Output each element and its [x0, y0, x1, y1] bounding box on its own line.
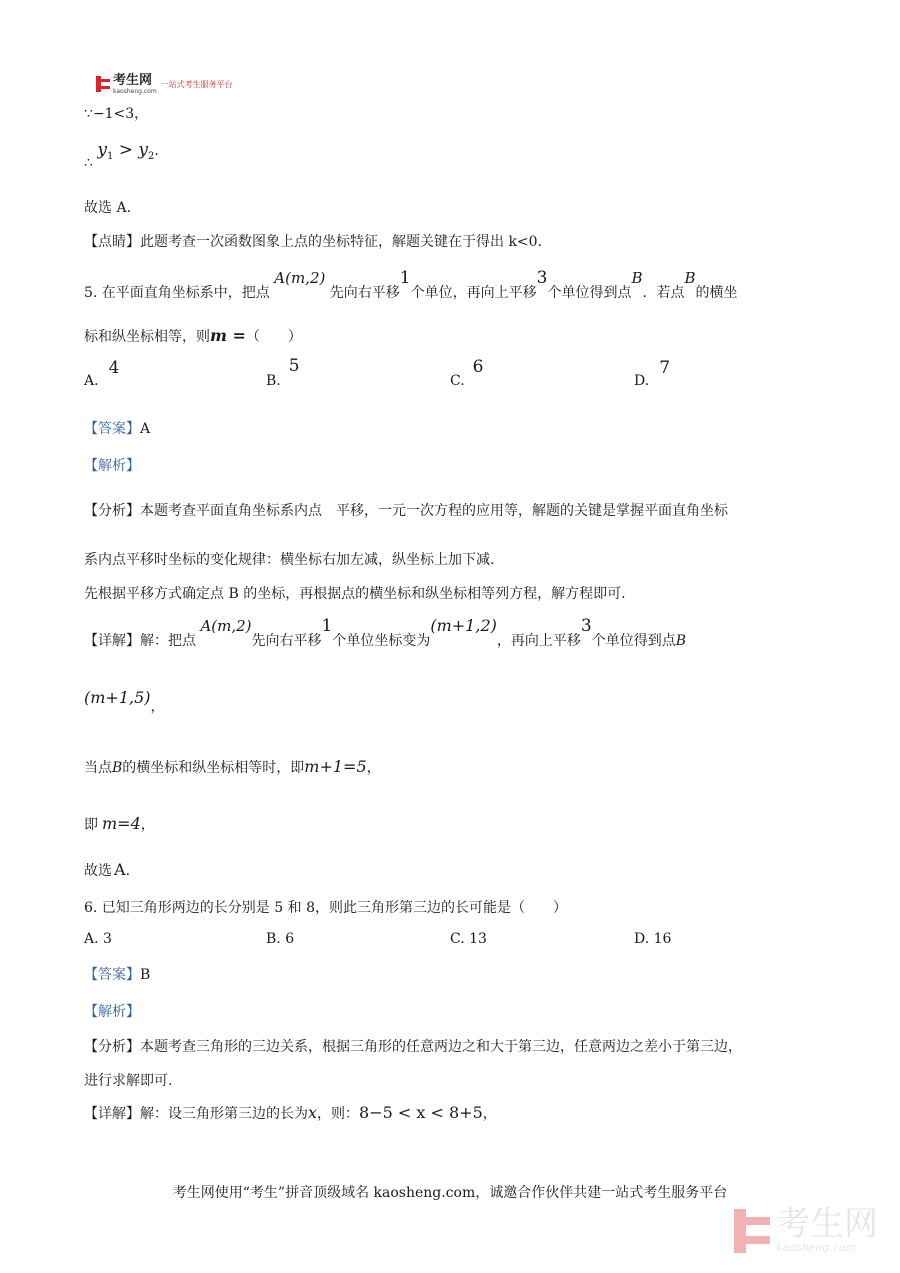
prev-choice: 故选 A.: [84, 200, 132, 216]
option-value: 16: [653, 931, 672, 947]
y1-var: y: [97, 140, 107, 160]
when-eq: m+1=5: [304, 757, 367, 776]
watermark-name: 考生网: [776, 1204, 878, 1244]
footer-text: 考生网使用“考生”拼音顶级域名 kaosheng.com，诚邀合作伙伴共建一站式考生服务平台: [172, 1185, 728, 1201]
xj-text-b: ，则：: [317, 1106, 360, 1122]
xj-text-b: 先向右平移: [251, 633, 322, 649]
therefore-end: .: [154, 143, 159, 159]
q5-point-a: A(m,2): [274, 269, 326, 287]
q5-option-a: [84, 358, 120, 389]
y1-sub: 1: [106, 150, 114, 162]
q6-answer: [84, 964, 150, 984]
xj-end: ，: [482, 1106, 497, 1122]
q5-option-c: [450, 357, 484, 389]
option-label: C.: [450, 931, 465, 947]
q5-point-b-2: B: [684, 269, 696, 287]
answer-value: B: [140, 967, 151, 983]
answer-tag: 【答案】: [84, 967, 140, 983]
logo-text: [113, 72, 157, 95]
option-value: 13: [469, 931, 487, 947]
xj-text-a: 解：把点: [140, 633, 196, 649]
therefore-line: [84, 140, 159, 171]
xj-point-a: A(m,2): [200, 617, 252, 635]
gx-value: A: [114, 860, 126, 879]
q5-num-3: 3: [536, 268, 548, 288]
q5-choice-line: [84, 860, 130, 880]
y2-sub: 2: [148, 150, 155, 162]
q6-option-c: [450, 931, 487, 947]
ji-text: 即: [84, 817, 98, 833]
when-text-b: 的横坐标和纵坐标相等时，即: [122, 760, 305, 776]
option-value: 7: [659, 358, 671, 378]
gt-sign: >: [113, 140, 139, 160]
fenxi-text: 本题考查三角形的三边关系，根据三角形的任意两边之和大于第三边，任意两边之差小于第三边，: [140, 1039, 742, 1055]
gx-end: .: [125, 863, 131, 879]
watermark-logo-icon: [734, 1209, 770, 1253]
y2-var: y: [138, 140, 149, 160]
q5-point-b: B: [631, 269, 643, 287]
q5-text-d: 个单位得到点: [547, 285, 632, 301]
q6-option-d: [634, 931, 671, 947]
option-value: 6: [472, 357, 484, 377]
q5-ji-line: [84, 814, 155, 834]
since-line: ∵−1<3，: [84, 106, 149, 122]
xj-text-a: 解：设三角形第三边的长为: [140, 1106, 308, 1122]
answer-value: A: [140, 421, 151, 437]
xj-coord-2: (m+1,5): [84, 688, 151, 707]
xj-num-1: 1: [321, 616, 333, 636]
watermark-domain: kaosheng.com: [776, 1241, 857, 1254]
q5-stem-line1: [84, 268, 738, 301]
q5-xiangjie-line1: [84, 616, 686, 649]
watermark-text: [776, 1204, 878, 1254]
q6-option-b: [266, 931, 294, 947]
ji-end: ，: [140, 817, 155, 833]
q5-text-a: 5. 在平面直角坐标系中，把点: [84, 285, 270, 301]
logo-slogan: 一站式考生服务平台: [160, 80, 233, 89]
therefore-symbol: ∴: [84, 155, 93, 171]
q5-fenxi-line2: 系内点平移时坐标的变化规律：横坐标右加左减，纵坐标上加下减.: [84, 552, 495, 568]
xj-text-d: ，再向上平移: [496, 633, 581, 649]
q5-answer: [84, 418, 150, 438]
watermark: [734, 1204, 878, 1254]
xiangjie-tag: 【详解】: [84, 1106, 140, 1122]
xj-coord: (m+1,2): [430, 616, 497, 635]
q5-option-d: [634, 358, 671, 389]
when-point-b: B: [112, 760, 123, 776]
option-label: D.: [634, 373, 650, 389]
q5-text-b: 先向右平移: [329, 285, 400, 301]
logo-domain: kaosheng.com: [113, 88, 157, 95]
note-text: 此题考查一次函数图象上点的坐标特征，解题关键在于得出 k<0.: [140, 234, 543, 250]
q5-paren: （ ）: [245, 329, 302, 345]
xj-var-x: x: [308, 1103, 318, 1122]
when-end: ，: [366, 760, 381, 776]
when-text-a: 当点: [84, 760, 112, 776]
option-label: A.: [84, 931, 99, 947]
q5-m-eq: m =: [210, 326, 246, 345]
xiangjie-tag: 【详解】: [84, 633, 140, 649]
fenxi-text: 本题考查平面直角坐标系内点 平移，一元一次方程的应用等，解题的关键是掌握平面直角坐标: [140, 503, 728, 519]
prev-note: [84, 231, 542, 251]
gx-text: 故选: [84, 863, 112, 879]
xj-text-e: 个单位得到点: [591, 633, 676, 649]
q6-fenxi-line2: 进行求解即可.: [84, 1073, 173, 1089]
option-value: 5: [288, 356, 300, 376]
q5-text-e: ．若点: [642, 285, 685, 301]
header-logo: [96, 72, 233, 95]
answer-tag: 【答案】: [84, 421, 140, 437]
option-value: 3: [103, 931, 112, 947]
xj-point-b: B: [675, 633, 686, 649]
q6-fenxi-line1: [84, 1036, 742, 1056]
kaosheng-logo-icon: [96, 76, 110, 92]
option-label: D.: [634, 931, 650, 947]
q6-xiangjie-line: [84, 1103, 497, 1123]
xj-text-c: 个单位坐标变为: [332, 633, 431, 649]
option-value: 6: [285, 931, 295, 947]
option-label: B.: [266, 931, 281, 947]
fenxi-tag: 【分析】: [84, 1039, 140, 1055]
q5-line2-text: 标和纵坐标相等，则: [84, 329, 210, 345]
q5-when-line: [84, 757, 381, 777]
q5-option-b: [266, 356, 300, 389]
ji-eq: m=4: [102, 814, 141, 833]
xj-inequality: 8−5 < x < 8+5: [359, 1103, 483, 1122]
q6-analysis-tag: 【解析】: [84, 1004, 140, 1020]
q5-stem-line2: [84, 326, 302, 346]
option-label: A.: [84, 373, 99, 389]
logo-name: 考生网: [113, 73, 153, 88]
q5-fenxi-line3: 先根据平移方式确定点 B 的坐标，再根据点的横坐标和纵坐标相等列方程，解方程即可.: [84, 586, 626, 602]
fenxi-tag: 【分析】: [84, 503, 140, 519]
q6-stem: 6. 已知三角形两边的长分别是 5 和 8，则此三角形第三边的长可能是（ ）: [84, 900, 567, 916]
option-label: B.: [266, 373, 281, 389]
q5-fenxi-line1: [84, 500, 728, 520]
note-tag: 【点睛】: [84, 234, 140, 250]
q5-xiangjie-line2: [84, 688, 165, 715]
option-label: C.: [450, 373, 465, 389]
q5-text-f: 的横坐: [695, 285, 738, 301]
xj-comma: ，: [150, 699, 165, 715]
q6-option-a: [84, 931, 112, 947]
q5-text-c: 个单位，再向上平移: [410, 285, 537, 301]
q5-analysis-tag: 【解析】: [84, 458, 140, 474]
xj-num-3: 3: [580, 616, 592, 636]
q5-num-1: 1: [399, 268, 411, 288]
option-value: 4: [108, 358, 120, 378]
